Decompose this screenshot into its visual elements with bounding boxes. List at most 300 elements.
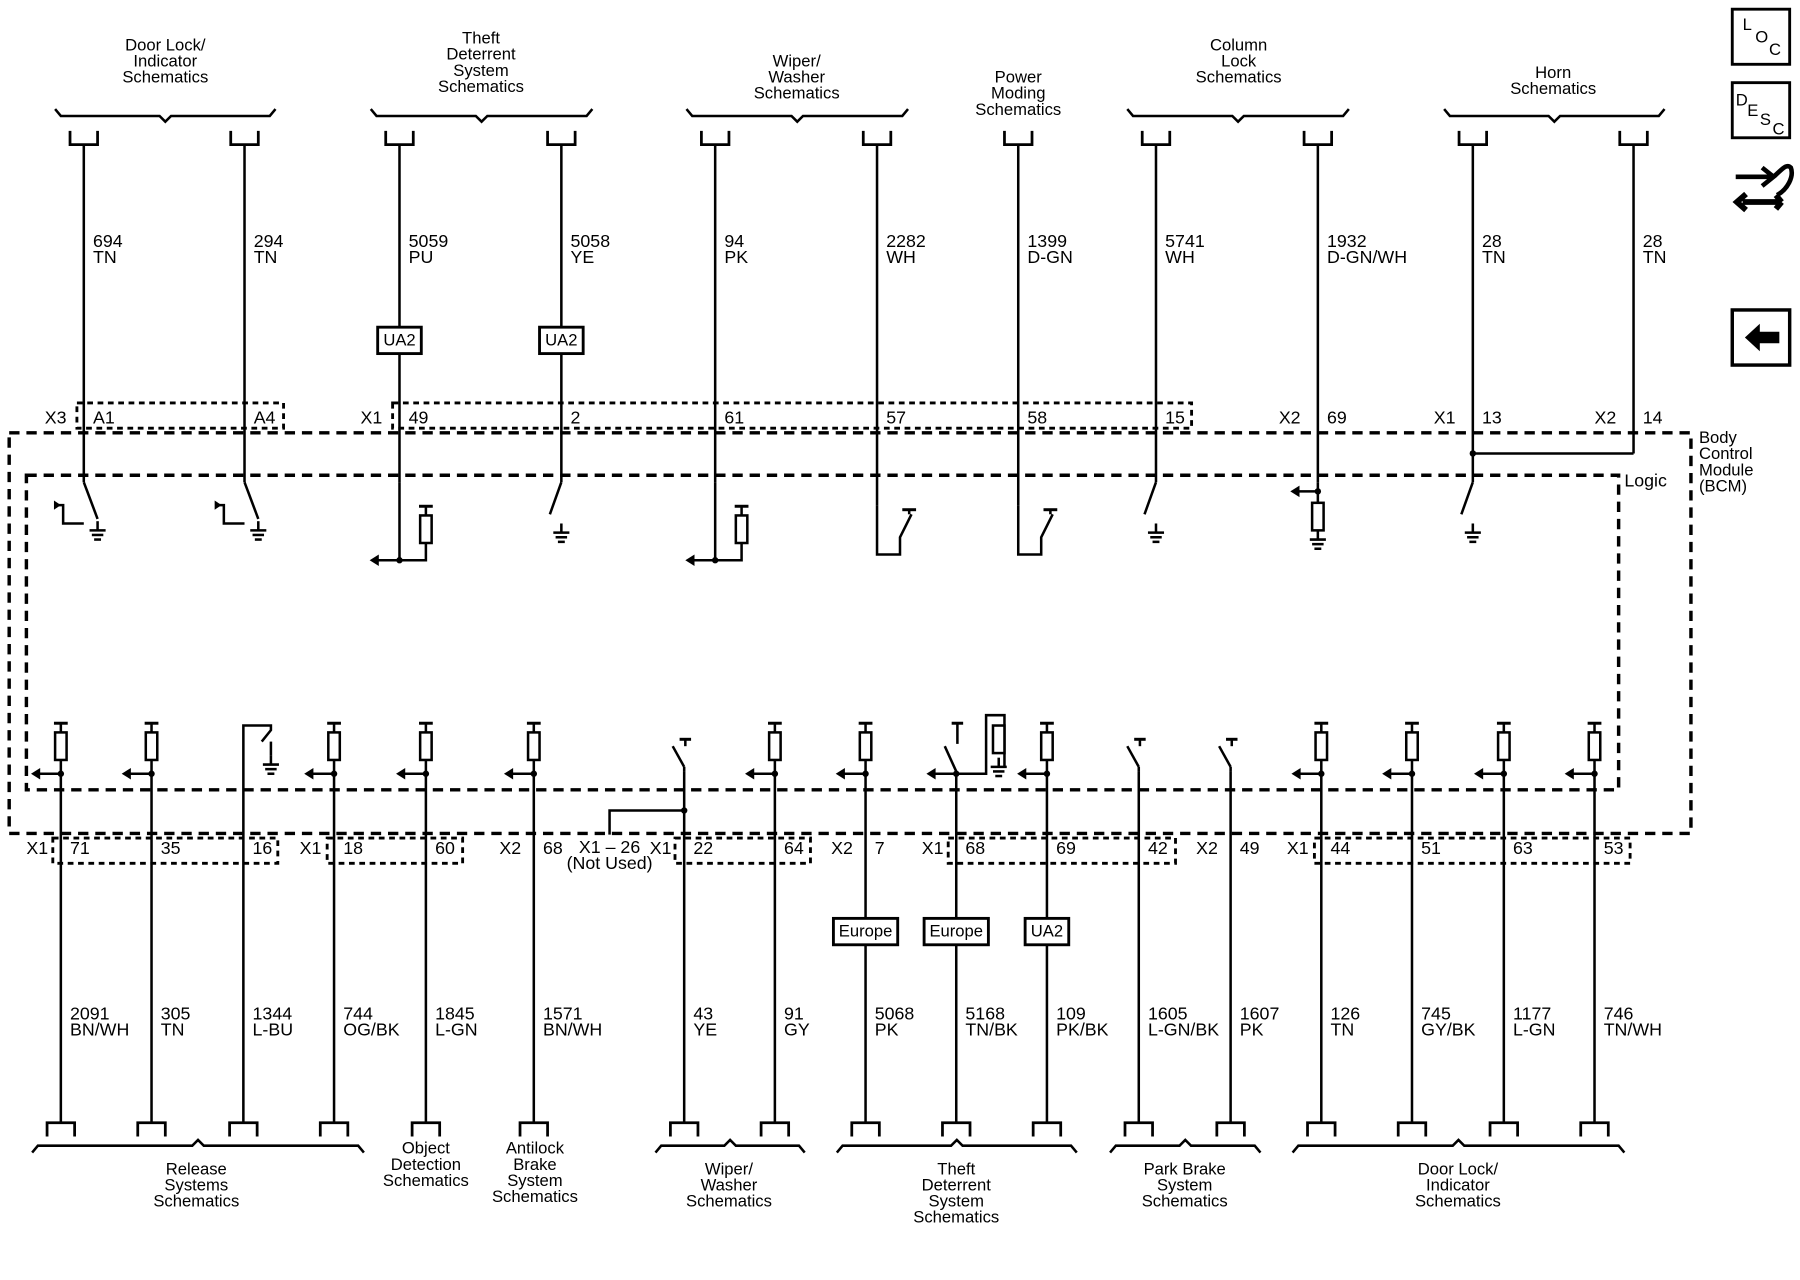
wire-color: L-GN/BK <box>1147 1019 1220 1040</box>
wire-color: GY <box>784 1019 810 1040</box>
pin-number: 49 <box>1239 838 1260 859</box>
harness-terminal-icon <box>701 131 729 145</box>
group-label-line: Door Lock/ <box>125 35 206 55</box>
harness-terminal-icon <box>70 131 98 145</box>
circuit-number: 5068 <box>874 1003 915 1024</box>
pin-number: 15 <box>1165 407 1185 428</box>
top-group-labels <box>55 29 1664 122</box>
group-label-line: Schematics <box>685 1191 772 1211</box>
pin-number: A4 <box>253 407 276 428</box>
connector-id: X2 <box>1278 407 1301 428</box>
group-label-line: System <box>1156 1175 1213 1195</box>
pin-number: 49 <box>408 407 429 428</box>
harness-terminal-icon <box>1490 1123 1518 1137</box>
circuit-number: 28 <box>1482 230 1502 251</box>
connector-id: X3 <box>44 407 67 428</box>
logic-label: Logic <box>1624 470 1667 491</box>
loc-letter: O <box>1755 27 1769 47</box>
resistor <box>328 732 339 760</box>
bottom-group <box>383 1139 469 1190</box>
pin-number: 61 <box>724 407 745 428</box>
bottom-circuit <box>26 723 129 1136</box>
wire-color: PK <box>724 246 749 267</box>
splice-dot <box>1470 450 1476 456</box>
circuit-number: 1399 <box>1027 230 1067 251</box>
circuit-number: 43 <box>693 1003 714 1024</box>
pin-number: 13 <box>1482 407 1502 428</box>
top-circuit <box>540 131 611 542</box>
circuit-number: 744 <box>343 1003 373 1024</box>
harness-terminal-icon <box>1125 1123 1153 1137</box>
circuit-number: 5168 <box>965 1003 1005 1024</box>
wire-color: YE <box>570 246 595 267</box>
option-tag: UA2 <box>383 330 416 350</box>
group-label-line: Park Brake <box>1143 1159 1226 1179</box>
group-label-line: Theft <box>937 1159 976 1179</box>
wire-color: PU <box>408 246 434 267</box>
signal-arrow <box>836 768 845 779</box>
pin-number: 16 <box>252 838 273 859</box>
bcm-label-line: (BCM) <box>1698 476 1748 496</box>
pin-number: 60 <box>435 838 455 859</box>
pin-number: 53 <box>1603 838 1624 859</box>
harness-terminal-icon <box>761 1123 789 1137</box>
group-label-line: Object <box>401 1138 450 1158</box>
connector-outlines <box>53 403 1630 863</box>
desc-letter: E <box>1747 100 1759 120</box>
pin-number: A1 <box>92 407 115 428</box>
harness-terminal-icon <box>1217 1123 1245 1137</box>
signal-arrow <box>304 768 313 779</box>
loc-letter: C <box>1769 40 1782 60</box>
wire-color: TN/WH <box>1603 1019 1662 1040</box>
pin-number: 22 <box>693 838 714 859</box>
harness-terminal-icon <box>1459 131 1487 145</box>
resistor <box>1041 732 1052 760</box>
connector-id: X2 <box>1196 838 1218 859</box>
connector-end-view-icon[interactable] <box>1736 166 1792 210</box>
harness-terminal-icon <box>412 1123 440 1137</box>
bottom-group <box>492 1139 578 1206</box>
circuit-number: 1177 <box>1513 1003 1552 1024</box>
connector-id: X1 <box>1433 407 1456 428</box>
wire-color: YE <box>693 1019 718 1040</box>
wire-color: TN <box>160 1019 185 1040</box>
wire-color: PK <box>874 1019 899 1040</box>
pin-number: 63 <box>1513 838 1533 859</box>
desc-letter: D <box>1735 90 1748 110</box>
signal-arrow <box>745 768 754 779</box>
wire <box>715 543 741 560</box>
group-label-line: Schematics <box>975 99 1062 119</box>
signal-arrow <box>122 768 131 779</box>
connector-id: X1 <box>921 838 944 859</box>
group-brace <box>1293 1140 1625 1153</box>
wrench-icon <box>1737 194 1782 210</box>
arrow-head <box>54 501 61 510</box>
bottom-group <box>1110 1140 1260 1211</box>
wire-color: WH <box>1165 246 1195 267</box>
desc-letter: C <box>1772 119 1785 139</box>
wire-color: PK/BK <box>1056 1019 1109 1040</box>
circuit-number: 694 <box>92 230 123 251</box>
bottom-circuits <box>26 715 1662 1136</box>
bottom-circuit <box>122 723 191 1136</box>
resistor <box>1498 732 1509 760</box>
splice-dot <box>712 557 718 563</box>
pin-number: 18 <box>343 838 364 859</box>
group-label-line: Detection <box>390 1154 462 1174</box>
resistor <box>736 515 747 543</box>
resistor <box>769 732 780 760</box>
harness-terminal-icon <box>230 1123 258 1137</box>
resistor <box>993 726 1004 754</box>
signal-arrow <box>396 768 405 779</box>
connector-x1-top-outline <box>393 403 1192 428</box>
pin-number: 64 <box>784 838 804 859</box>
connector-id: X1 <box>299 838 322 859</box>
pin-number: 44 <box>1330 838 1351 859</box>
switch-contact <box>550 482 561 514</box>
group-brace <box>371 109 593 122</box>
pin-number: 69 <box>1327 407 1347 428</box>
back-button[interactable] <box>1732 310 1789 365</box>
circuit-number: 91 <box>784 1003 804 1024</box>
pin-number: 69 <box>1056 838 1076 859</box>
pin-number: 51 <box>1421 838 1441 859</box>
circuit-number: 305 <box>160 1003 191 1024</box>
group-label-line: Indicator <box>133 51 198 71</box>
bcm-label-line: Body <box>1698 428 1737 448</box>
resistor <box>860 732 871 760</box>
pin-number: 58 <box>1027 407 1048 428</box>
wire-color: PK <box>1239 1019 1264 1040</box>
top-circuit <box>215 131 284 540</box>
bottom-group-labels <box>32 1139 1624 1227</box>
top-circuit <box>360 131 448 566</box>
group-label-line: Brake <box>513 1154 557 1174</box>
signal-arrow <box>1565 768 1574 779</box>
bottom-circuit <box>922 715 1018 1136</box>
pin-number: 2 <box>570 407 581 428</box>
bottom-circuit <box>1474 723 1556 1136</box>
group-brace <box>1110 1140 1260 1153</box>
group-label-line: Lock <box>1221 51 1257 71</box>
group-label-line: Washer <box>700 1175 758 1195</box>
wire <box>1018 505 1052 554</box>
connector-id: X1 <box>360 407 383 428</box>
harness-terminal-icon <box>231 131 259 145</box>
harness-terminal-icon <box>1004 131 1032 145</box>
signal-arrow <box>685 554 694 565</box>
navigation <box>1732 9 1791 365</box>
group-label-line: Wiper/ <box>704 1159 753 1179</box>
group-brace <box>655 1140 804 1153</box>
group-label-line: Schematics <box>913 1207 1000 1227</box>
pin-number: 71 <box>70 838 90 859</box>
group-label-line: System <box>507 1170 563 1190</box>
circuit-number: 745 <box>1421 1003 1451 1024</box>
switch-contact <box>84 482 98 519</box>
wire <box>877 505 911 554</box>
connector-id: X1 <box>1286 838 1309 859</box>
harness-terminal-icon <box>320 1123 348 1137</box>
desc-button[interactable] <box>1732 83 1789 139</box>
bottom-circuit <box>1125 739 1219 1136</box>
harness-terminal-icon <box>520 1123 548 1137</box>
harness-terminal-icon <box>47 1123 75 1137</box>
group-label-line: Systems <box>164 1175 229 1195</box>
harness-terminal-icon <box>1304 131 1332 145</box>
group-brace <box>837 1140 1077 1153</box>
circuit-number: 109 <box>1056 1003 1086 1024</box>
switch-contact <box>1145 482 1156 514</box>
group-label-line: Antilock <box>505 1138 565 1158</box>
hand-pointer-icon <box>1736 166 1792 195</box>
wire-color: TN <box>253 246 278 267</box>
bottom-circuit <box>1287 723 1360 1136</box>
wire-color: TN <box>1330 1019 1355 1040</box>
signal-arrow <box>31 768 40 779</box>
pin-number: 68 <box>965 838 986 859</box>
group-label-line: Deterrent <box>921 1175 991 1195</box>
signal-arrow <box>1382 768 1391 779</box>
top-group <box>686 52 908 122</box>
switch-contact <box>1127 746 1138 767</box>
harness-terminal-icon <box>138 1123 166 1137</box>
input-arrow <box>56 505 84 523</box>
wire-color: TN <box>1642 246 1667 267</box>
circuit-number: 2282 <box>886 230 926 251</box>
wire-color: TN/BK <box>965 1019 1018 1040</box>
wire-color: L-BU <box>252 1019 294 1040</box>
resistor <box>1312 503 1323 531</box>
switch-contact <box>1219 746 1230 767</box>
splice-dot <box>681 807 687 813</box>
harness-terminal-icon <box>1398 1123 1426 1137</box>
circuit-number: 2091 <box>70 1003 110 1024</box>
signal-arrow <box>1474 768 1483 779</box>
top-circuit <box>685 131 748 566</box>
switch-contact <box>945 746 956 771</box>
circuit-number: 1344 <box>252 1003 293 1024</box>
resistor <box>528 732 539 760</box>
harness-terminal-icon <box>1033 1123 1061 1137</box>
wire-color: BN/WH <box>542 1019 603 1040</box>
group-brace <box>1444 109 1664 122</box>
option-tag: UA2 <box>545 330 578 350</box>
group-label-line: Schematics <box>153 1191 240 1211</box>
harness-terminal-icon <box>863 131 891 145</box>
logic-outline <box>26 475 1618 790</box>
wire <box>399 543 425 560</box>
option-tag: UA2 <box>1030 921 1064 941</box>
group-label-line: Door Lock/ <box>1417 1159 1499 1179</box>
bottom-group <box>837 1140 1077 1227</box>
top-circuit <box>45 131 123 540</box>
signal-arrow <box>504 768 513 779</box>
harness-terminal-icon <box>548 131 576 145</box>
harness-terminal-icon <box>386 131 414 145</box>
wire-color: D-GN/WH <box>1327 246 1408 267</box>
wire-color: L-GN <box>435 1019 478 1040</box>
wire-color: OG/BK <box>343 1019 400 1040</box>
resistor <box>420 515 431 543</box>
top-circuit <box>863 131 926 555</box>
option-tag: Europe <box>838 921 893 941</box>
pin-number: 35 <box>160 838 181 859</box>
option-tag: Europe <box>929 921 984 941</box>
harness-terminal-icon <box>1308 1123 1336 1137</box>
pin-number: 68 <box>542 838 563 859</box>
resistor <box>1316 732 1327 760</box>
wire-color: WH <box>886 246 916 267</box>
group-label-line: System <box>453 60 509 80</box>
bottom-circuit <box>1382 723 1476 1136</box>
harness-terminal-icon <box>942 1123 970 1137</box>
top-circuit <box>1142 131 1205 542</box>
wire-color: TN <box>1482 246 1506 267</box>
circuit-number: 746 <box>1603 1003 1634 1024</box>
top-group <box>371 29 593 122</box>
signal-arrow <box>370 554 379 565</box>
group-label-line: Schematics <box>122 67 209 87</box>
input-arrow <box>217 505 245 523</box>
signal-arrow <box>1290 486 1299 497</box>
bottom-group <box>655 1140 804 1211</box>
group-label-line: System <box>928 1191 984 1211</box>
group-label-line: Schematics <box>1141 1191 1228 1211</box>
circuit-number: 1571 <box>542 1003 583 1024</box>
bottom-circuit <box>396 723 478 1136</box>
group-label-line: Schematics <box>491 1186 578 1206</box>
harness-terminal-icon <box>852 1123 880 1137</box>
desc-letter: S <box>1759 110 1771 130</box>
circuit-number: 94 <box>724 230 745 251</box>
circuit-number: 28 <box>1642 230 1663 251</box>
circuit-number: 5058 <box>570 230 611 251</box>
harness-terminal-icon <box>1581 1123 1609 1137</box>
bottom-circuit <box>831 723 914 1136</box>
circuit-number: 5741 <box>1165 230 1205 251</box>
circuit-number: 126 <box>1330 1003 1361 1024</box>
circuit-number: 294 <box>253 230 284 251</box>
bottom-circuit <box>650 739 717 1136</box>
signal-arrow <box>1291 768 1300 779</box>
bcm-label <box>1699 428 1754 495</box>
group-label-line: Schematics <box>438 76 524 96</box>
bottom-circuit <box>230 726 293 1137</box>
group-brace <box>686 109 908 122</box>
wire-color: L-GN <box>1513 1019 1556 1040</box>
top-circuit <box>1434 131 1506 542</box>
group-label-line: Release <box>165 1159 227 1179</box>
top-circuits <box>45 131 1667 566</box>
top-group <box>1127 36 1349 122</box>
loc-letter: L <box>1742 14 1752 34</box>
group-brace <box>32 1140 364 1153</box>
switch-contact <box>245 482 259 519</box>
pin-number: 7 <box>874 838 885 859</box>
top-group <box>1444 63 1664 122</box>
top-group <box>975 68 1061 119</box>
bottom-circuit <box>1565 723 1662 1136</box>
group-label-line: Schematics <box>382 1170 469 1190</box>
group-label-line: Deterrent <box>446 44 516 64</box>
bcm-label-line: Control <box>1698 444 1753 464</box>
connector-id: X2 <box>831 838 853 859</box>
group-label-line: Column <box>1209 35 1268 55</box>
connector-id: X1 <box>26 838 49 859</box>
circuit-number: 1932 <box>1327 230 1367 251</box>
circuit-number: 1605 <box>1147 1003 1188 1024</box>
group-label-line: Schematics <box>1510 79 1597 99</box>
switch-contact <box>1461 482 1472 514</box>
signal-arrow <box>1017 768 1026 779</box>
bottom-circuit <box>1196 739 1279 1136</box>
top-group <box>55 36 275 122</box>
wire-color: BN/WH <box>70 1019 130 1040</box>
wire-color: TN <box>92 246 117 267</box>
resistor <box>420 732 431 760</box>
group-label-line: Washer <box>768 67 826 87</box>
group-label-line: Schematics <box>1414 1191 1501 1211</box>
wire-color: GY/BK <box>1421 1019 1476 1040</box>
switch-contact <box>673 746 684 767</box>
arrow-head <box>215 501 222 510</box>
loc-button[interactable] <box>1732 9 1789 64</box>
splice-dot <box>396 557 402 563</box>
signal-arrow <box>926 768 935 779</box>
pin-number: 14 <box>1642 407 1663 428</box>
bottom-circuit <box>300 723 400 1136</box>
resistor <box>1406 732 1417 760</box>
harness-terminal-icon <box>670 1123 698 1137</box>
connector-id: X2 <box>499 838 522 859</box>
bottom-group <box>1293 1140 1625 1211</box>
pin-number: 42 <box>1147 838 1168 859</box>
connector-id: X1 <box>649 838 672 859</box>
harness-terminal-icon <box>1620 131 1648 145</box>
bottom-circuit <box>745 723 810 1136</box>
connector-x1-outline <box>1314 838 1630 863</box>
group-label-line: Horn <box>1535 63 1572 83</box>
top-circuit <box>1004 131 1072 555</box>
resistor <box>55 732 66 760</box>
circuit-number: 1845 <box>435 1003 475 1024</box>
pin-number: 57 <box>886 407 907 428</box>
top-circuit <box>1279 131 1407 549</box>
group-label-line: Schematics <box>753 83 840 103</box>
unused-pin-stub <box>610 810 685 834</box>
group-brace <box>1127 109 1349 122</box>
resistor <box>146 732 157 760</box>
bottom-circuit <box>499 723 602 1136</box>
unused-pin-note: (Not Used) <box>566 853 653 874</box>
bottom-circuit <box>1017 723 1109 1136</box>
bottom-group <box>32 1140 364 1211</box>
group-label-line: Moding <box>990 83 1046 103</box>
group-label-line: Theft <box>462 28 500 48</box>
group-label-line: Indicator <box>1426 1175 1490 1195</box>
resistor <box>1589 732 1600 760</box>
wire-color: D-GN <box>1027 246 1073 267</box>
connector-id: X2 <box>1594 407 1617 428</box>
circuit-number: 1607 <box>1239 1003 1280 1024</box>
group-label-line: Power <box>994 67 1042 87</box>
group-brace <box>55 109 275 122</box>
bcm-label-line: Module <box>1698 460 1754 480</box>
